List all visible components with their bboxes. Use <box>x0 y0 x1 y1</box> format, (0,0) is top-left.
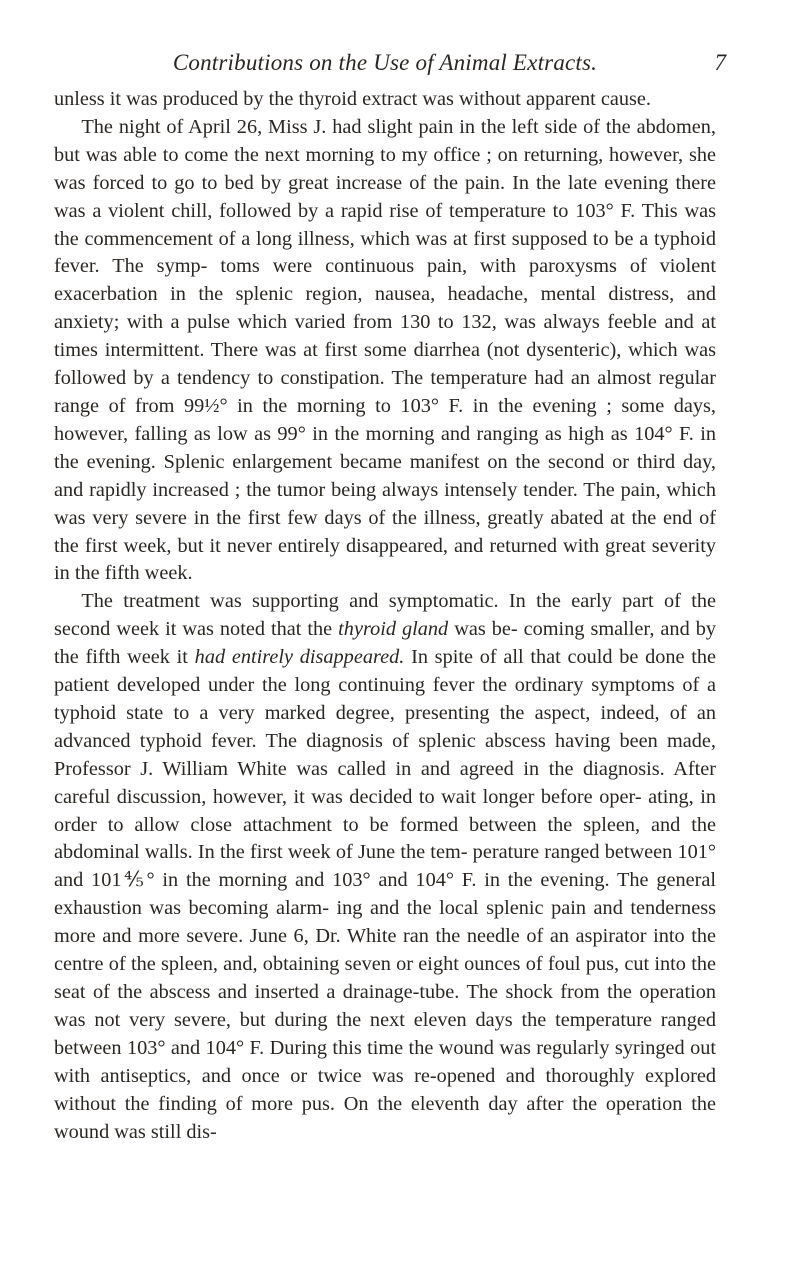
treatment-text-2: was be- coming smaller, and by the fifth week it <box>54 618 716 669</box>
treatment-text-1: The treatment was supporting and symptomatic. In the early part of the second week it was noted that the <box>54 590 716 641</box>
italic-entirely-disappeared: had entirely disappeared. <box>194 646 405 669</box>
paragraph-continuation: unless it was produced by the thyroid extract was without apparent cause. <box>54 88 651 110</box>
page-number: 7 <box>714 50 726 75</box>
body-text <box>54 86 716 1146</box>
running-title: Contributions on the Use of Animal Extracts. <box>172 50 598 75</box>
treatment-text-3: In spite of all that could be done the patient developed under the long continuing fever the ordinary symptoms of a typhoid state to a very marked degree, presenting the aspect, indeed, of an advanced typhoid fever. The diagnosis of splenic abscess having been made, Professor J. William White was called in and agreed in the diagnosis. After careful discussion, however, it was decided to wait longer before oper- ating, in order to allow close attachment to be formed between the spleen, and the abdominal walls. In the first week of June the tem- perature ranged between 101° and 101⅘° in the morning and 103° and 104° F. in the evening. The general exhaustion was becoming alarm- ing and the local splenic pain and tenderness more and more severe. June 6, Dr. White ran the needle of an aspirator into the centre of the spleen, and, obtaining seven or eight ounces of foul pus, cut into the seat of the abscess and inserted a drainage-tube. The shock from the operation was not very severe, but during the next eleven days the temperature ranged between 103° and 104° F. During this time the wound was regularly syringed out with antiseptics, and once or twice was re-opened and thoroughly explored without the finding of more pus. On the eleventh day after the operation the wound was still dis- <box>54 646 717 1143</box>
paragraph-illness-onset: The night of April 26, Miss J. had slight pain in the left side of the abdomen, but was able to come the next morning to my office ; on returning, however, she was forced to go to bed by great increase of the pain. In the late evening there was a violent chill, followed by a rapid rise of temperature to 103° F. This was the commencement of a long illness, which was at first supposed to be a typhoid fever. The symp- toms were continuous pain, with paroxysms of violent exacerbation in the splenic region, nausea, headache, mental distress, and anxiety; with a pulse which varied from 130 to 132, was always feeble and at times intermittent. There was at first some diarrhea (not dysenteric), which was followed by a tendency to constipation. The temperature had an almost regular range of from 99½° in the morning to 103° F. in the evening ; some days, however, falling as low as 99° in the morning and ranging as high as 104° F. in the evening. Splenic enlargement became manifest on the second or third day, and rapidly increased ; the tumor being always intensely tender. The pain, which was very severe in the first few days of the illness, greatly abated at the end of the first week, but it never entirely disappeared, and returned with great severity in the fifth week. <box>54 115 716 585</box>
running-header <box>54 46 726 80</box>
italic-thyroid-gland: thyroid gland <box>338 618 449 641</box>
paragraph-treatment <box>54 588 716 1146</box>
